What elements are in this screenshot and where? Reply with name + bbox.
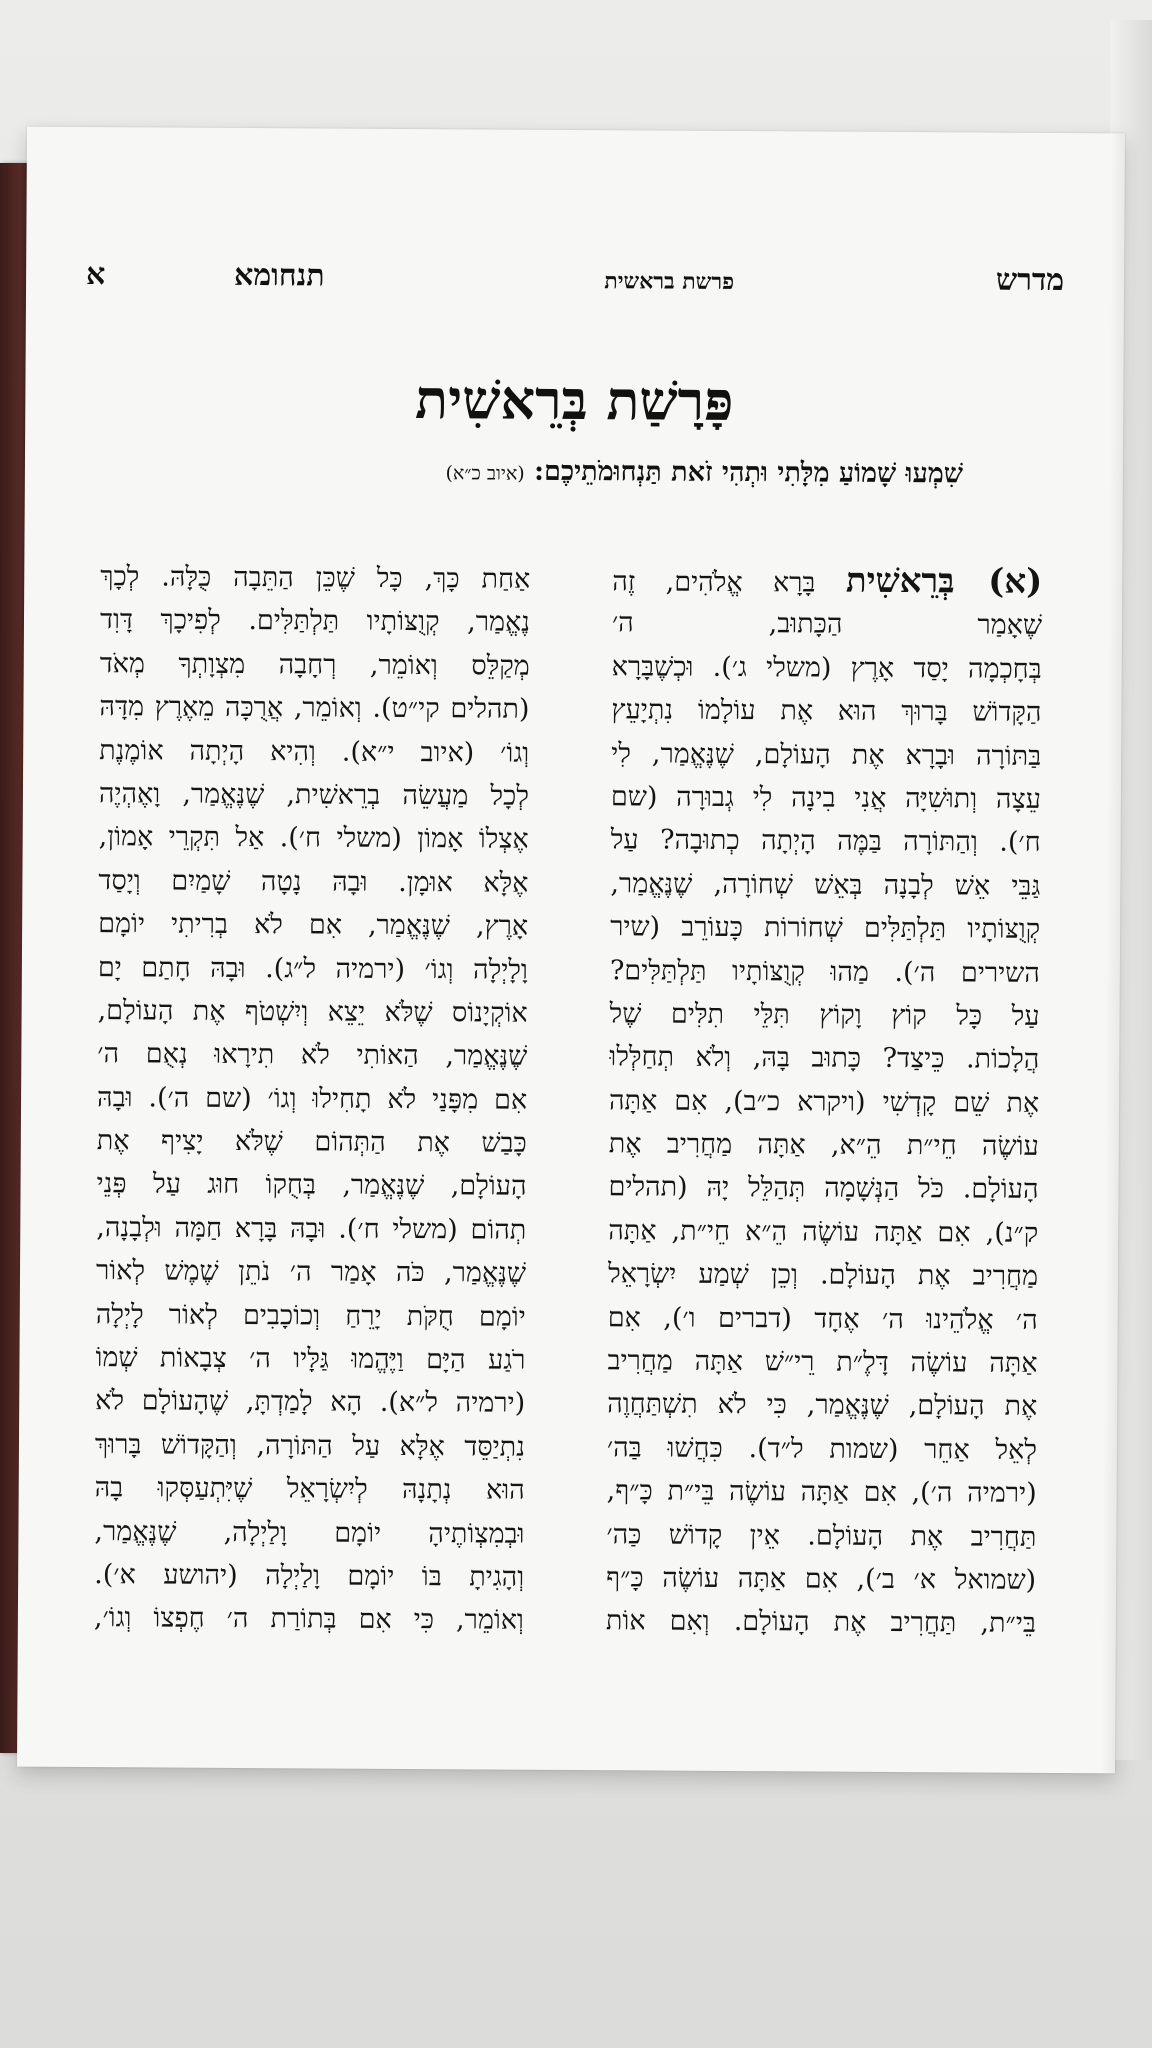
text-line — [609, 1036, 1039, 1082]
running-head-parasha: פרשת בראשית — [604, 268, 735, 295]
text-line — [94, 1553, 524, 1599]
text-line-content: נֶאֱמַר, קְוֻצּוֹתָיו תַּלְתַּלִּים. לְפִיכָךְ דָּוִד — [99, 604, 531, 639]
text-line-content: עֵצָה וְתוּשִׁיָּה אֲנִי בִינָה לִי גְבוּרָה (שם — [610, 781, 1042, 815]
page-number: א — [86, 257, 106, 293]
text-line — [96, 1206, 526, 1252]
right-text-column — [606, 558, 1043, 1645]
book-page — [17, 127, 1125, 1774]
text-line-content: מַחֲרִיב אֶת הָעוֹלָם. וְכֵן שְׁמַע יִשְׂרָאֵל — [607, 1258, 1039, 1293]
text-line-content: בָּרָא אֱלֹהִים, זֶה — [612, 566, 816, 599]
text-line — [98, 859, 528, 905]
text-line — [100, 642, 530, 688]
text-line — [612, 558, 1042, 604]
text-line — [610, 949, 1040, 995]
text-line — [97, 989, 527, 1035]
text-line-content: בַּתּוֹרָה וּבָרָא אֶת הָעוֹלָם, שֶׁנֶּאֱמַר, לִי — [611, 737, 1042, 772]
text-line — [606, 1513, 1036, 1559]
text-line-content: תְהוֹם (משלי ח׳). וּבָהּ בָּרָא חַמָּה וּלְבָנָה, — [96, 1211, 527, 1246]
text-line-content: ה׳ אֱלֹהֵינוּ ה׳ אֶחָד (דברים ו׳), אִם — [607, 1301, 1038, 1336]
text-line-content: הוּא נְתָנָהּ לְיִשְׂרָאֵל שֶׁיִּתְעַסְּקוּ בָהּ — [94, 1472, 525, 1506]
text-line-content: קְוֻצּוֹתָיו תַּלְתַּלִּים שְׁחוֹרוֹת כָּעוֹרֵב (שיר — [610, 911, 1041, 945]
text-line — [99, 685, 529, 731]
text-line — [95, 1423, 525, 1469]
text-line-content: וּבְמִצְוֹתֶיהָ יוֹמָם וָלַיְלָה, שֶׁנֶּאֱמַר, — [94, 1515, 525, 1550]
text-line-content: הָעוֹלָם. כֹּל הַנְּשָׁמָה תְּהַלֵּל יָהּ (תהלים — [608, 1171, 1039, 1206]
epigraph-source: (איוב כ״א) — [445, 462, 525, 485]
text-line — [99, 729, 529, 775]
text-line-content: (ירמיה ל״א). הָא לָמַדְתָּ, שֶׁהָעוֹלָם לֹא — [95, 1385, 526, 1420]
text-line-content: עַל כָּל קוֹץ וָקוֹץ תִּלֵּי תִלִּים שֶׁל — [609, 998, 1040, 1032]
text-line — [98, 946, 528, 992]
text-line — [95, 1380, 525, 1426]
epigraph-text: שִׁמְעוּ שָׁמוֹעַ מִלָּתִי וּתְהִי זֹאת תַּנְחוּמֹתֵיכֶם: — [534, 455, 964, 490]
text-line-content: הַקָּדוֹשׁ בָּרוּךְ הוּא אֶת עוֹלָמוֹ נִתְיָעֵץ — [611, 694, 1042, 729]
text-line — [97, 1119, 527, 1165]
text-line-content: השירים ה׳). מַהוּ קְוֻצּוֹתָיו תַּלְתַּלִּים? — [609, 954, 1040, 989]
text-line-content: אֶלָּא אוּמָן. וּבָהּ נָטָה שָׁמַיִם וְיָסַד — [98, 864, 529, 899]
text-line-content: (תהלים קי״ט). וְאוֹמֵר, אֲרֻכָּה מֵאֶרֶץ מִדָּהּ — [99, 691, 530, 725]
text-line-content: בְּחָכְמָה יָסַד אָרֶץ (משלי ג׳). וּכְשֶׁבָּרָא — [611, 651, 1042, 685]
text-line — [607, 1426, 1037, 1472]
text-line-content: וְהָגִיתָ בּוֹ יוֹמָם וָלַיְלָה (יהושע א׳). — [94, 1559, 525, 1593]
running-head — [86, 257, 1064, 323]
text-line — [608, 1166, 1038, 1212]
text-line-content: שֶׁנֶּאֱמַר, הַאוֹתִי לֹא תִירָאוּ נְאֻם ה׳ — [97, 1038, 528, 1073]
text-line — [608, 1209, 1038, 1255]
text-line-content: עוֹשֶׂה חֵי״ת הֵ״א, אַתָּה מַחֲרִיב אֶת — [608, 1128, 1039, 1162]
text-line — [99, 772, 529, 818]
text-line-content: לְכָל מַעֲשֵׂה בְרֵאשִׁית, שֶׁנֶּאֱמַר, וָאֶהְיֶה — [98, 778, 530, 812]
text-line — [611, 775, 1041, 821]
text-line — [607, 1339, 1037, 1385]
text-line — [96, 1163, 526, 1209]
text-line — [610, 905, 1040, 951]
page-title: פָּרָשַׁת בְּרֵאשִׁית — [414, 367, 734, 433]
text-line-content: שֶׁנֶּאֱמַר, כֹּה אָמַר ה׳ נֹתֵן שֶׁמֶשׁ לְאוֹר — [95, 1255, 527, 1289]
text-line-content: וְאוֹמֵר, כִּי אִם בְּתוֹרַת ה׳ חֶפְצוֹ וְגוֹ׳, — [93, 1602, 524, 1637]
text-line — [608, 1252, 1038, 1298]
text-line — [609, 1122, 1039, 1168]
text-line — [97, 1032, 527, 1078]
text-line — [94, 1510, 524, 1556]
text-line — [609, 1079, 1039, 1125]
text-line-content: נִתְיַסֵּד אֶלָּא עַל הַתּוֹרָה, וְהַקָּדוֹשׁ בָּרוּךְ — [94, 1428, 526, 1463]
text-line-content: ק״נ), אִם אַתָּה עוֹשֶׂה הֵ״א חֵי״ת, אַתָּה — [608, 1215, 1039, 1249]
text-line-content: אִם מִפָּנַי לֹא תָחִילוּ וְגוֹ׳ (שם ה׳). וּבָהּ — [96, 1081, 528, 1116]
text-line-content: יוֹמָם חֻקֹּת יָרֵחַ וְכוֹכָבִים לְאוֹר לָיְלָה — [95, 1298, 526, 1333]
text-line — [612, 645, 1042, 691]
text-line — [96, 1249, 526, 1295]
text-line-content: אוֹקְיָנוֹס שֶׁלֹּא יֵצֵא וְיִשְׁטֹף אֶת הָעוֹלָם, — [97, 995, 528, 1029]
opening-word: (א) בְּרֵאשִׁית — [845, 560, 1043, 602]
text-line — [97, 1076, 527, 1122]
text-line-content: אַחַת כָּךְ, כָּל שֶׁכֵּן הַתֵּבָה כֻּלָּהּ. לְכָךְ — [100, 561, 531, 595]
text-line-content: אֶת שֵׁם קָדְשִׁי (ויקרא כ״ב), אִם אַתָּה — [608, 1084, 1040, 1119]
text-line-content: כָּבַשׁ אֶת הַתְּהוֹם שֶׁלֹּא יָצִיף אֶת — [96, 1125, 527, 1159]
text-line-content: גַּבֵּי אֵשׁ לְבָנָה בְּאֵשׁ שְׁחוֹרָה, שֶׁנֶּאֱמַר, — [610, 867, 1041, 902]
text-line — [607, 1383, 1037, 1429]
epigraph — [105, 453, 963, 489]
running-head-midrash: מדרש — [995, 262, 1065, 298]
text-line-content: ח׳). וְהַתּוֹרָה בַּמֶּה הָיְתָה כְתוּבָה? עַל — [610, 824, 1041, 859]
text-line-content: תַּחֲרִיב אֶת הָעוֹלָם. אֵין קָדוֹשׁ כַּה׳ — [606, 1518, 1037, 1553]
text-line-content: (ירמיה ה׳), אִם אַתָּה עוֹשֶׂה בֵּי״ת כָּ״ף, — [606, 1475, 1037, 1510]
text-line — [611, 819, 1041, 865]
text-line-content: וָלָיְלָה וְגוֹ׳ (ירמיה ל״ג). וּבָהּ חָתַם יָם — [97, 951, 528, 986]
text-line-content: הָעוֹלָם, שֶׁנֶּאֱמַר, בְּחֻקוֹ חוּג עַל פְּנֵי — [96, 1168, 527, 1203]
text-line — [99, 815, 529, 861]
text-line — [610, 862, 1040, 908]
text-line-content: בֵּי״ת, תַּחֲרִיב אֶת הָעוֹלָם. וְאִם אוֹת — [605, 1605, 1036, 1640]
text-line-content: אֶת הָעוֹלָם, שֶׁנֶּאֱמַר, כִּי לֹא תִשְׁתַּחֲוֶה — [607, 1388, 1038, 1423]
text-line-content: מְקַלֵּס וְאוֹמֵר, רְחָבָה מִצְוָתְךָ מְאֹד — [99, 647, 530, 682]
text-line — [612, 602, 1042, 648]
text-line — [100, 599, 530, 645]
text-line — [96, 1293, 526, 1339]
text-line — [611, 732, 1041, 778]
text-line — [607, 1469, 1037, 1515]
text-line — [606, 1600, 1036, 1646]
text-line-content: הֲלָכוֹת. כֵּיצַד? כָּתוּב בָּהּ, וְלֹא תְחַלְּלוּ — [609, 1041, 1040, 1076]
text-line — [609, 992, 1039, 1038]
text-line — [100, 555, 530, 601]
text-line-content: אַתָּה עוֹשֶׂה דָּלֶ״ת רֵי״שׁ אַתָּה מַחֲרִיב — [607, 1345, 1038, 1379]
text-line — [95, 1336, 525, 1382]
text-line-content: (שמואל א׳ ב׳), אִם אַתָּה עוֹשֶׂה כָּ״ף — [606, 1562, 1037, 1596]
text-line — [611, 688, 1041, 734]
text-line-content: לְאֵל אַחֵר (שמות ל״ד). כִּחֲשׁוּ בַּה׳ — [606, 1432, 1038, 1466]
text-line-content: אָרֶץ, שֶׁנֶּאֱמַר, אִם לֹא בְרִיתִי יוֹמָם — [98, 908, 529, 942]
text-line — [98, 902, 528, 948]
text-line — [606, 1556, 1036, 1602]
text-line — [94, 1596, 524, 1642]
text-line-content: שֶׁאָמַר הַכָּתוּב, ה׳ — [611, 607, 1043, 642]
text-line — [95, 1466, 525, 1512]
left-text-column — [94, 555, 531, 1642]
text-line-content: וְגוֹ׳ (איוב י״א). וְהִיא הָיְתָה אוֹמֶנֶת — [99, 734, 530, 769]
text-line — [608, 1296, 1038, 1342]
text-line-content: רֹגַע הַיָּם וַיֶּהֱמוּ גַּלָּיו ה׳ צְבָאוֹת שְׁמוֹ — [95, 1342, 526, 1376]
running-head-tanchuma: תנחומא — [234, 257, 325, 294]
text-line-content: אֶצְלוֹ אָמוֹן (משלי ח׳). אַל תִּקְרֵי אָמוֹן, — [98, 821, 529, 856]
